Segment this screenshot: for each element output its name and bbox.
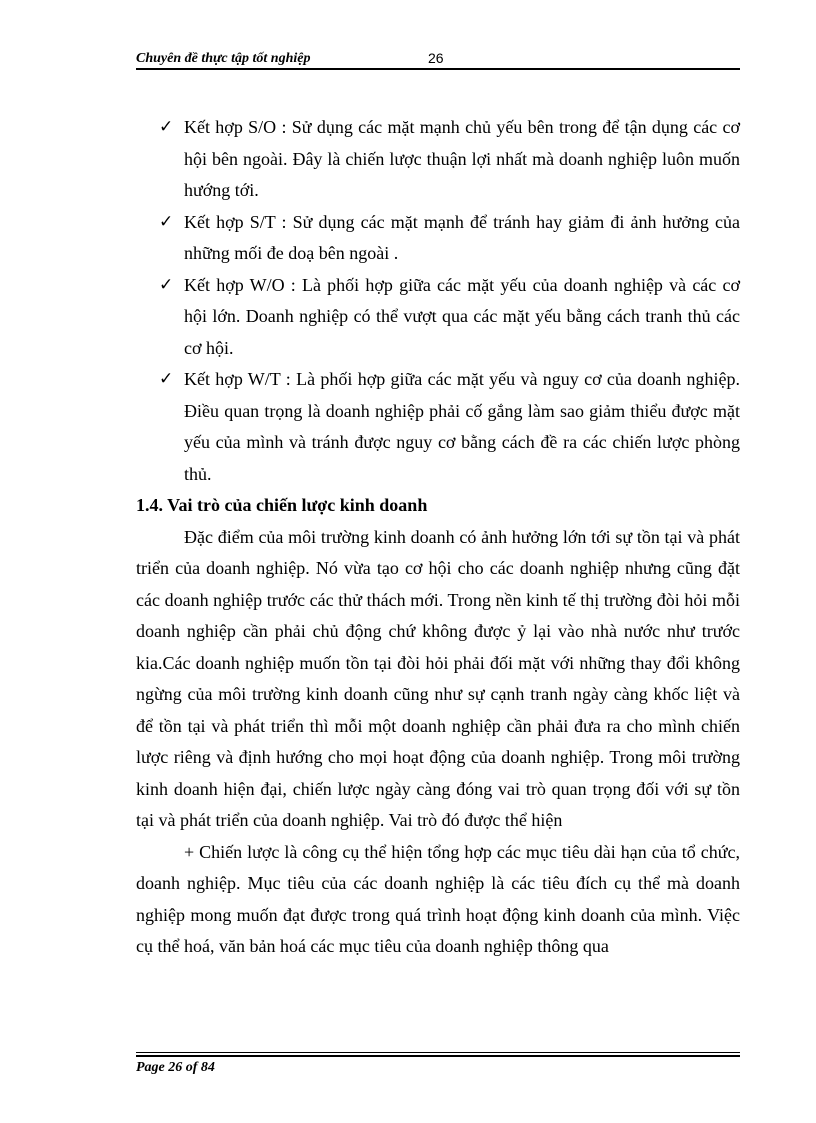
bullet-item [136,364,740,490]
bullet-text: Kết hợp S/O : Sử dụng các mặt mạnh chủ yếu bên trong để tận dụng các cơ hội bên ngoài. Đây là chiến lược thuận lợi nhất mà doanh nghiệp luôn muốn hướng tới. [184,117,740,200]
footer-divider [136,1052,740,1053]
header-page-number: 26 [428,50,444,66]
checkmark-icon: ✓ [159,274,174,295]
header-title: Chuyên đề thực tập tốt nghiệp [136,51,311,66]
body-paragraph: + Chiến lược là công cụ thể hiện tổng hợp các mục tiêu dài hạn của tổ chức, doanh nghiệp. Mục tiêu của các doanh nghiệp là các tiêu đích cụ thể mà doanh nghiệp mong muốn đạt được trong quá trình hoạt động kinh doanh của mình. Việc cụ thể hoá, văn bản hoá các mục tiêu của doanh nghiệp thông qua [136,841,740,956]
section-heading: 1.4. Vai trò của chiến lược kinh doanh [136,495,428,515]
bullet-text: Kết hợp W/T : Là phối hợp giữa các mặt yếu và nguy cơ của doanh nghiệp. Điều quan trọng là doanh nghiệp phải cố gắng làm sao giảm thiểu được mặt yếu của mình và tránh được nguy cơ bằng cách đề ra các chiến lược phòng thủ. [184,369,740,484]
bullet-text: Kết hợp W/O : Là phối hợp giữa các mặt yếu của doanh nghiệp và các cơ hội lớn. Doanh nghiệp có thể vượt qua các mặt yếu bằng cách tranh thủ các cơ hội. [184,274,740,358]
bullet-item [136,207,740,270]
header-divider [136,68,740,70]
page-header [136,48,740,68]
body-paragraph: Đặc điểm của môi trường kinh doanh có ảnh hưởng lớn tới sự tồn tại và phát triển của doanh nghiệp. Nó vừa tạo cơ hội cho các doanh nghiệp nhưng cũng đặt các doanh nghiệp trước các thử thách mới. Trong nền kinh tế thị trường đòi hỏi mỗi doanh nghiệp cần phải chủ động chứ không được ỷ lại vào nhà nước như trước kia.Các doanh nghiệp muốn tồn tại đòi hỏi phải đối mặt với những thay đổi không ngừng của môi trường kinh doanh cũng như sự cạnh tranh ngày càng khốc liệt và để tồn tại và phát triển thì mỗi một doanh nghiệp cần phải đưa ra cho mình chiến lược riêng và định hướng cho mọi hoạt động của doanh nghiệp. Trong môi trường kinh doanh hiện đại, chiến lược ngày càng đóng vai trò quan trọng đối với sự tồn tại và phát triển của doanh nghiệp. Vai trò đó được thể hiện [136,526,740,830]
bullet-item [136,270,740,365]
bullet-item [136,112,740,207]
footer-page-label: Page 26 of 84 [136,1060,215,1075]
checkmark-icon: ✓ [159,117,174,137]
footer-divider-thick [136,1055,740,1057]
checkmark-icon: ✓ [159,211,174,232]
document-body [136,112,740,963]
bullet-text: Kết hợp S/T : Sử dụng các mặt mạnh để tránh hay giảm đi ảnh hưởng của những mối đe doạ bên ngoài . [184,211,740,263]
checkmark-icon: ✓ [159,369,174,389]
